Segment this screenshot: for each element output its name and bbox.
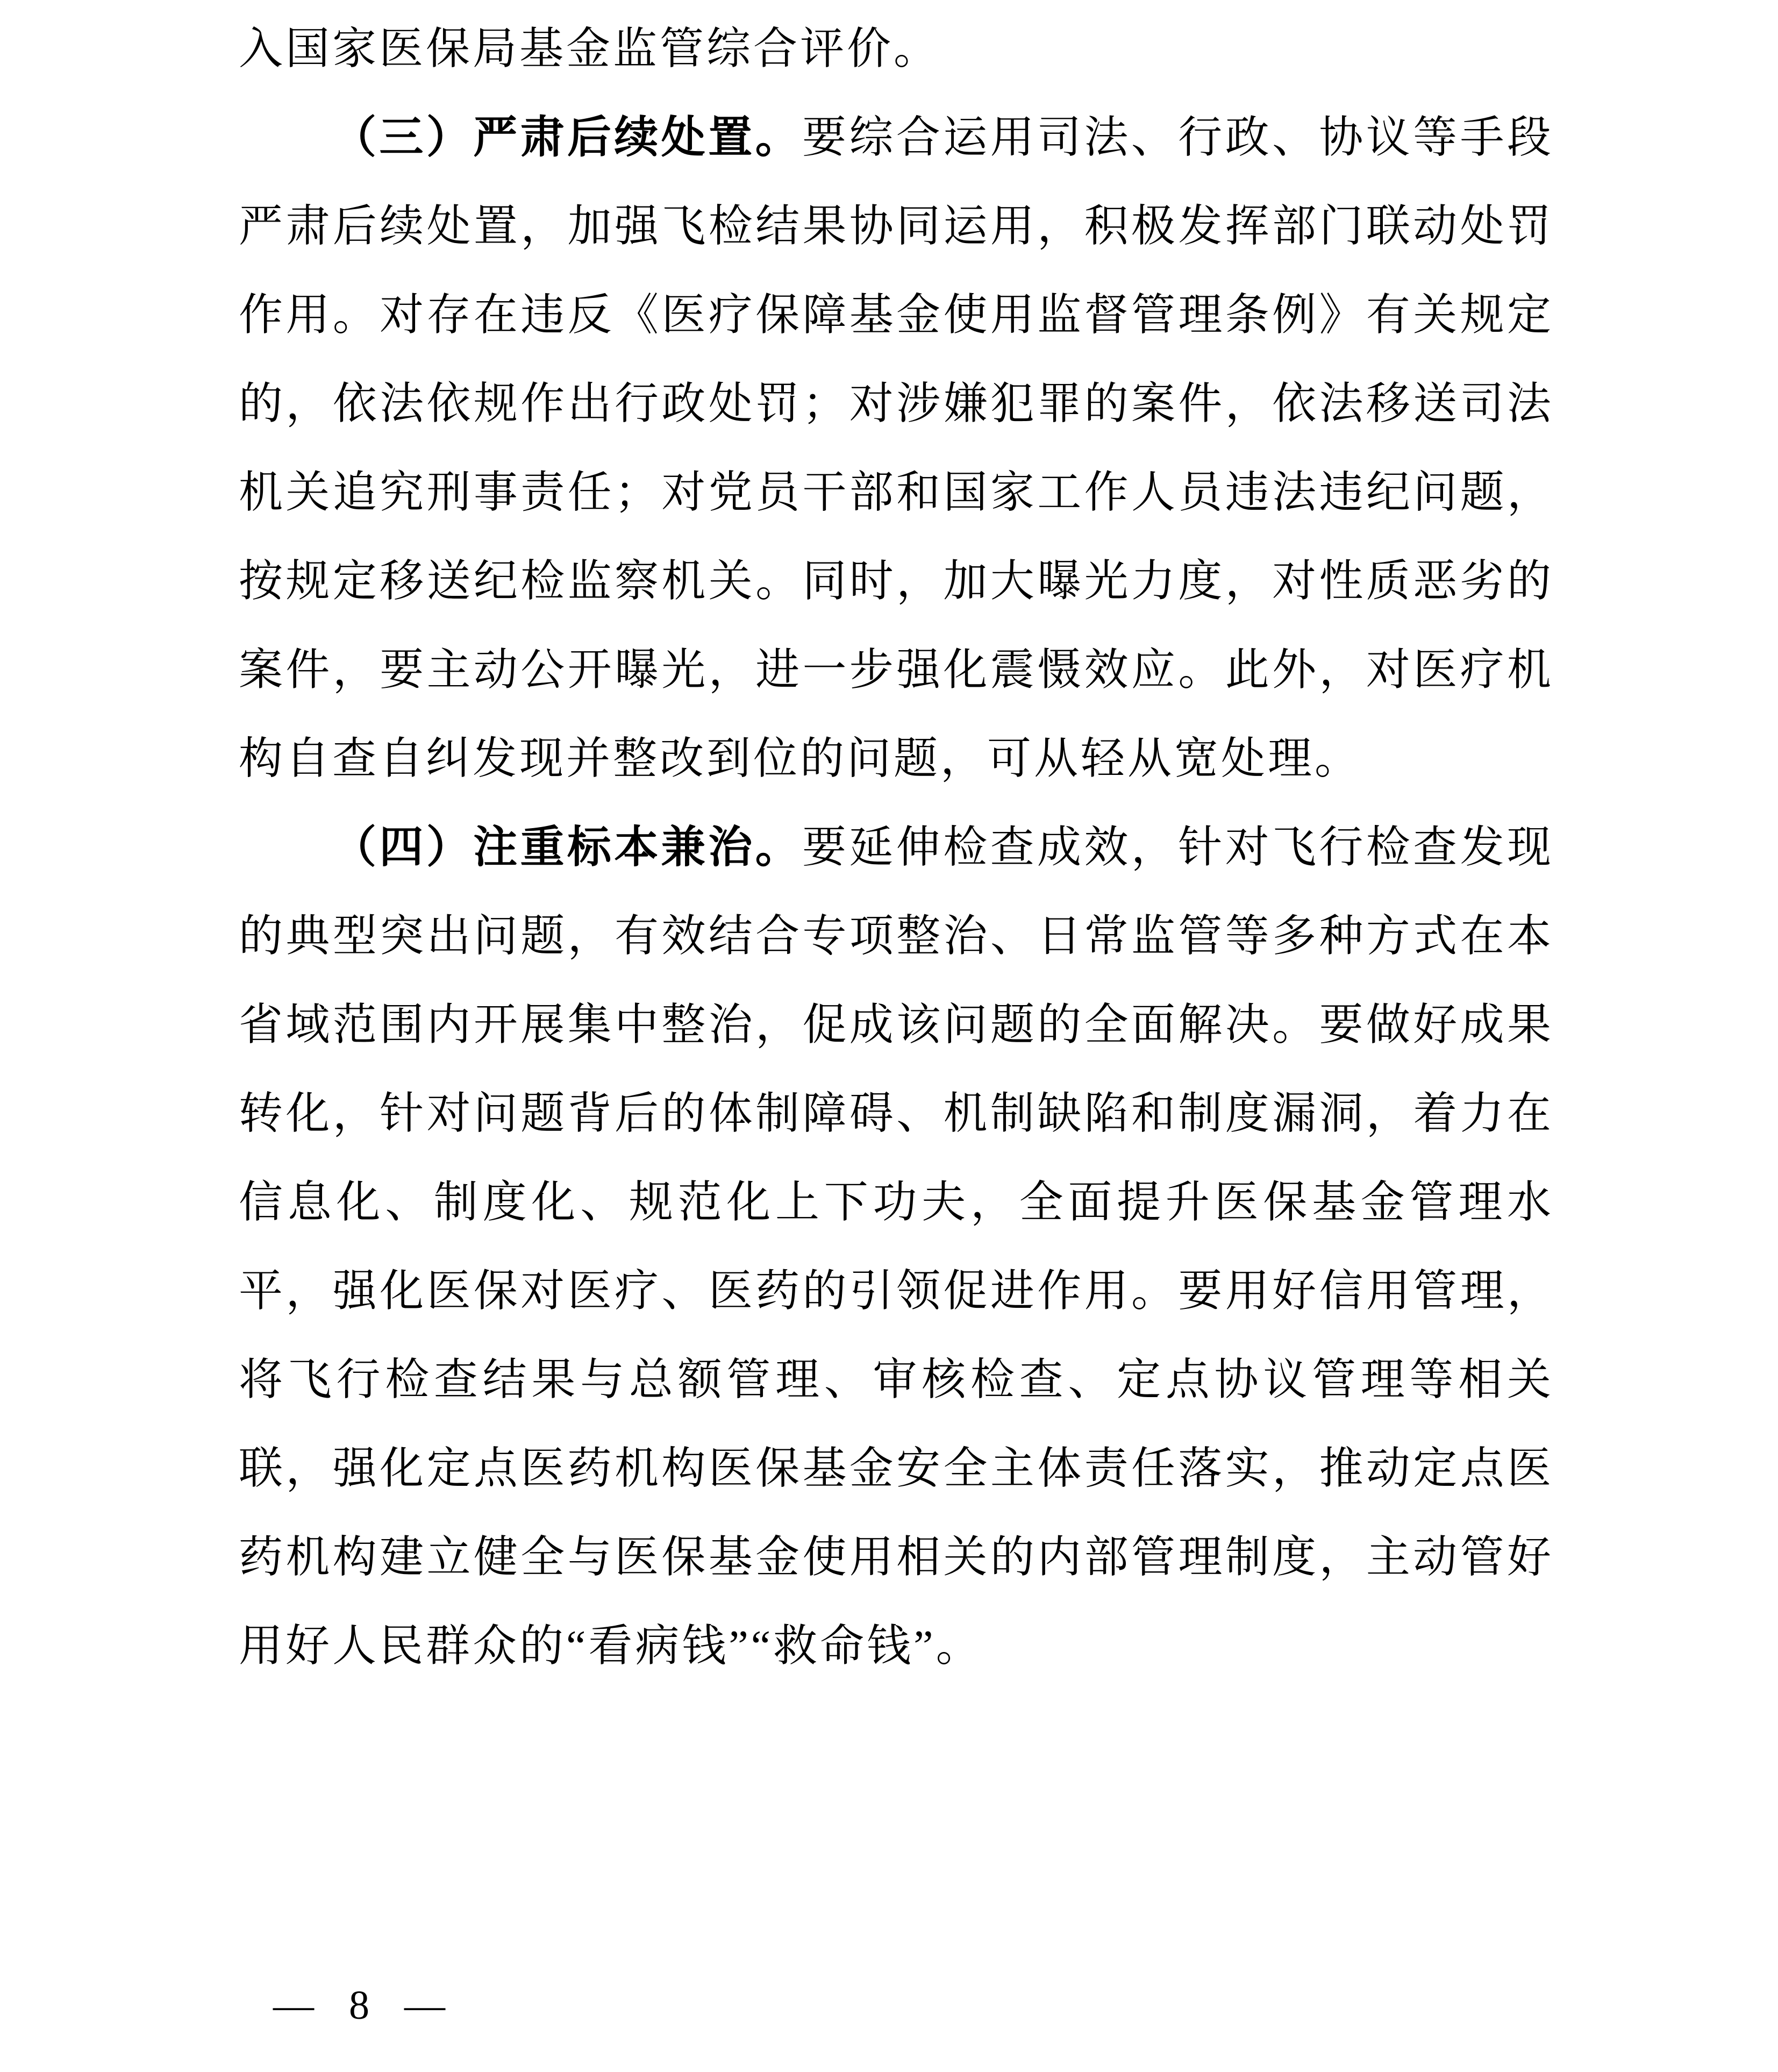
text-line: 用好人民群众的“看病钱”“救命钱”。: [239, 1621, 983, 1670]
text-line: 的，依法依规作出行政处罚；对涉嫌犯罪的案件，依法移送司法: [239, 379, 1554, 428]
text-line: 作用。对存在违反《医疗保障基金使用监督管理条例》有关规定: [239, 290, 1554, 339]
text-line: 机关追究刑事责任；对党员干部和国家工作人员违法违纪问题，: [239, 468, 1554, 517]
text-line: （四）注重标本兼治。要延伸检查成效，针对飞行检查发现: [332, 823, 1554, 872]
text-line: 的典型突出问题，有效结合专项整治、日常监管等多种方式在本: [239, 912, 1554, 960]
section-heading: （四）注重标本兼治。: [332, 823, 802, 872]
text-line: 入国家医保局基金监管综合评价。: [239, 24, 941, 73]
text-line: 严肃后续处置，加强飞检结果协同运用，积极发挥部门联动处罚: [239, 202, 1554, 251]
text-line: （三）严肃后续处置。要综合运用司法、行政、协议等手段: [332, 113, 1554, 162]
text-line: 信息化、制度化、规范化上下功夫，全面提升医保基金管理水: [239, 1178, 1554, 1227]
text-line: 联，强化定点医药机构医保基金安全主体责任落实，推动定点医: [239, 1444, 1554, 1493]
text-line: 将飞行检查结果与总额管理、审核检查、定点协议管理等相关: [239, 1355, 1554, 1404]
text-line: 药机构建立健全与医保基金使用相关的内部管理制度，主动管好: [239, 1533, 1554, 1582]
section-heading: （三）严肃后续处置。: [332, 113, 802, 162]
document-body: [239, 4, 1554, 1690]
text-line: 省域范围内开展集中整治，促成该问题的全面解决。要做好成果: [239, 1000, 1554, 1049]
text-line: 案件，要主动公开曝光，进一步强化震慑效应。此外，对医疗机: [239, 645, 1554, 694]
text-line: 平，强化医保对医疗、医药的引领促进作用。要用好信用管理，: [239, 1266, 1554, 1315]
text-line: 按规定移送纪检监察机关。同时，加大曝光力度，对性质恶劣的: [239, 557, 1554, 606]
page-number: — 8 —: [273, 1983, 451, 2028]
text-line: 构自查自纠发现并整改到位的问题，可从轻从宽处理。: [239, 734, 1362, 783]
text-line: 转化，针对问题背后的体制障碍、机制缺陷和制度漏洞，着力在: [239, 1089, 1554, 1138]
